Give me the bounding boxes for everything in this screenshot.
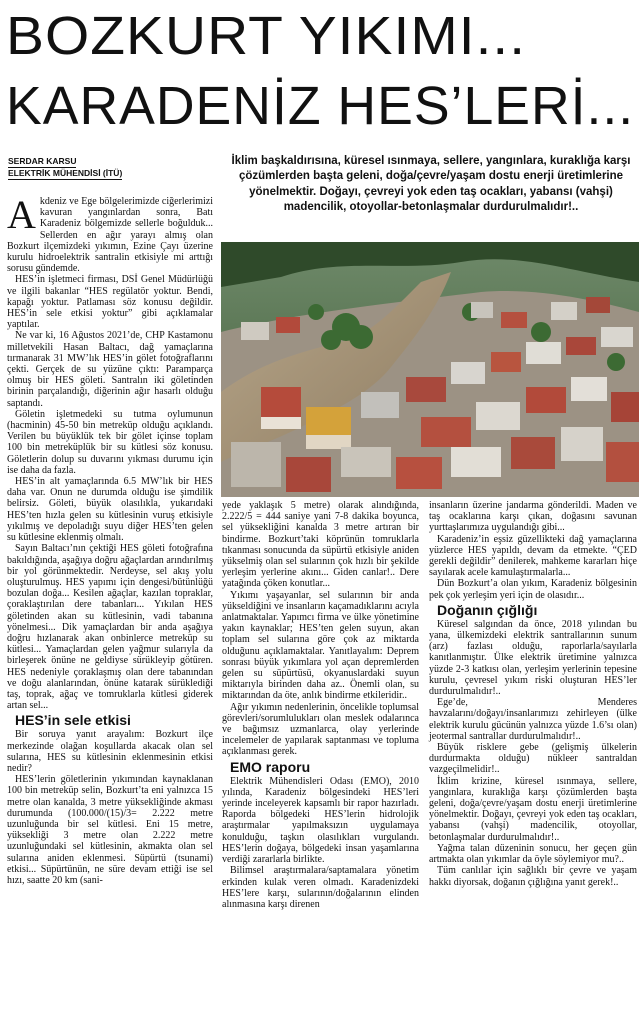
- subhead-hes-sele-etkisi: HES’in sele etkisi: [15, 712, 131, 729]
- paragraph: yede yaklaşık 5 metre) olarak alındığında, 2.222/5 = 444 saniye yani 7-8 dakika boyunca, sel yüksekliğini kanalda 3 metre artıran bir bindirme. Bozkurt’taki köprünün tomruklarla tıkanması sonucunda da süpürtü etkisiyle aniden yükselmiş olan sel sularının çok hızlı bir şekilde yerleşim yerlerine akını... Giden canlar!.. Dere yatağında çöken konutlar...: [222, 500, 419, 590]
- subhead-emo-raporu: EMO raporu: [230, 758, 311, 775]
- paragraph: insanların üzerine jandarma gönderildi. Maden ve taş ocaklarına karşı çıkan, doğasını savunan yurttaşlarımıza uygulandığı gibi...: [429, 500, 637, 534]
- article-column-3: [429, 500, 637, 888]
- paragraph: HES’in alt yamaçlarında 6.5 MW’lık bir HES daha var. Onun ne durumda olduğu ise şimdilik belirsiz. Göleti, büyük olasılıkla, yukarıdaki HES’ten hızla gelen su kütlesinin vuruş etkisiyle yıkılmış ve depoladığı suyu diğer HES’ten gelen su kütlesine eklenmiş olmalı.: [7, 476, 213, 544]
- lead-text: İklim başkaldırısına, küresel ısınmaya, sellere, yangınlara, kuraklığa karşı çözümlerden başta geleni, doğa/çevre/yaşam dostu enerji üretimlerine yönelmektir. Doğayı, çevreyi yok eden taş ocakları, yabansı (vahşi) madencilik, otoyollar-betonlaşmalar durdurulmalıdır!..: [231, 155, 631, 214]
- paragraph: Ağır yıkımın nedenlerinin, öncelikle toplumsal görevleri/sorumlulukları olan meslek odalarınca ve bağımsız uzmanlarca, olay yerlerinde incelemeler de yapılarak saptanması ve topluma açıklanması gerek.: [222, 701, 419, 758]
- paragraph: Elektrik Mühendisleri Odası (EMO), 2010 yılında, Karadeniz bölgesindeki HES’leri yerinde inceleyerek kapsamlı bir rapor hazırladı. Raporda bölgedeki HES’lerin hidrolojik araştırmalar yapılmaksızın uygulamaya konulduğu, taşkın olasılıkları vurgulandı. HES’lerin doğaya, bölgedeki insan yaşamlarına verdiği zararlarla birlikte.: [222, 775, 419, 866]
- paragraph: Ege’de, Menderes havzalarını/doğayı/insanlarımızı zehirleyen (ülke elektrik kurulu gücünün yalnızca yüzde 1.6’sı olan) jeotermal santrallar durdurulmalıdır!..: [429, 697, 637, 742]
- paragraph: Yağma talan düzeninin sonucu, her geçen gün artmakta olan yıkımlar da öyle söylemiyor mu?..: [429, 842, 637, 866]
- flood-aerial-photo: [221, 242, 639, 497]
- headline-line-1: BOZKURT YIKIMI...: [6, 6, 527, 66]
- byline: [8, 156, 122, 180]
- drop-cap: A: [7, 192, 36, 237]
- paragraph: İklim krizine, küresel ısınmaya, sellere, yangınlara, kuraklığa karşı çözümlerden başta geleni, doğa/çevre/yaşam dostu enerji üretimlerine yönelmektir. Doğayı, çevreyi yok eden taş ocakları, yabansı (vahşi) madencilik, otoyollar, betonlaşmalar durdurulmalıdır!..: [429, 775, 637, 843]
- paragraph-1: Akdeniz ve Ege bölgelerimizde ciğerlerimizi kavuran yangınlardan sonra, Batı Karadeniz bölgemizde sellerle boğulduk... Sellerden en ağır yarayı almış olan Bozkurt ilçemizdeki yıkımın, Ezine Çayı üzerine kurulu hidroelektrik santralin etkisiyle mi arttığı sorusu gündemde.: [7, 192, 213, 275]
- subhead-doganin-cigligi: Doğanın çığlığı: [437, 601, 538, 618]
- paragraph: Bir soruya yanıt arayalım: Bozkurt ilçe merkezinde olağan koşullarda akacak olan sel sularına, HES su kütlesinin eklenmesinin etkisi nedir?: [7, 729, 213, 774]
- author-name: SERDAR KARSU: [8, 156, 77, 166]
- paragraph: Göletin işletmedeki su tutma oylumunun (hacminin) 45-50 bin metreküp olduğu açıklandı. Verilen bu büyüklük tek bir gölet içinse toplam 100 bin metreküplük bir su kütlesi söz konusu. Göletlerin dolup su duvarını yıkması durumu için ise daha da fazla.: [7, 408, 213, 476]
- paragraph: HES’in işletmeci firması, DSİ Genel Müdürlüğü ve ilgili bakanlar “HES regülatör yoktur. Bendi, kapağı yoktur. Patlaması söz konusu değildir. HES’in sele etkisi yoktur” gibi açıklamalar yaptılar.: [7, 274, 213, 331]
- paragraph: Ne var ki, 16 Ağustos 2021’de, CHP Kastamonu milletvekili Hasan Baltacı, dağ yamaçlarına tırmanarak 31 MW’lık HES’in gölet fotoğraflarını çekti. Gerçek de su yüzüne çıktı: Paramparça olmuş bir HES göleti. Santralın iki göletinden birinin parçalandığı, diğerinin ağır hasarlı olduğu saptandı.: [7, 330, 213, 409]
- paragraph: Karadeniz’in eşsiz güzellikteki dağ yamaçlarına yüzlerce HES yapıldı, devam da etmekte. “ÇED gerekli değildir” denilerek, mahkeme kararları hiçe sayılarak acele kamulaştırmalarla...: [429, 533, 637, 579]
- paragraph: Küresel salgından da önce, 2018 yılından bu yana, ülkemizdeki elektrik santrallarının sunum (arz) fazlası olduğu, raporlarla/sayılarla kanıtlanmıştır. Ülke elektrik üretimine yalnızca yüzde 2-3 katkısı olan, yerleşim yerlerinin tepesine kurulu, çevresel yıkım riski oluşturan HES’ler durdurulmalıdır!..: [429, 618, 637, 698]
- headline-line-2: KARADENİZ HES’LERİ...: [6, 76, 635, 136]
- paragraph: Dün Bozkurt’a olan yıkım, Karadeniz bölgesinin pek çok yerleşim yeri için de olasıdır...: [429, 578, 637, 601]
- paragraph: Büyük risklere gebe (gelişmiş ülkelerin durdurmakta olduğu) nükleer santraldan vazgeçilmelidir!..: [429, 742, 637, 776]
- paragraph: Yıkımı yaşayanlar, sel sularının bir anda yükseldiğini ve insanların kaçamadıklarını acıyla anlatmaktalar. Yapımcı firma ve ülke yönetimine yakın kaynaklar; HES’ten gelen suyun, akan toplam sel sularına göre çok az miktarda olduğunu açıklamaktalar. Yanıtlayalım: Deprem sonrası büyük yıkımlara yol açan depremlerden gelen su süpürtüsü, okyanuslardaki suyun miktarıyla birinden daha az.. Önemli olan, su miktarından da öte, anlık bindirme etkileridir..: [222, 589, 419, 702]
- paragraph: HES’lerin göletlerinin yıkımından kaynaklanan 100 bin metreküp selin, Bozkurt’ta eni yalnızca 15 metre olan kanalda, 3 metre yüksekliğinde akması durumunda (100.000/(15)/3= 2.222 metre uzunluğunda bir sel kütlesi. Eni 15 metre, yüksekliği 3 metre olan 2.222 metre uzunluğundaki sel kütlesinin, akmakta olan sel sularına aniden eklenmesi. Süpürtü (tsunami) etkisi... Süpürtünün, ne süre devam ettiği ise sel hızı, saatte 20 km (sani-: [7, 774, 213, 886]
- article-column-2: [222, 500, 419, 910]
- author-title: ELEKTRİK MÜHENDİSİ (İTÜ): [8, 168, 123, 178]
- article-column-1: [7, 192, 213, 886]
- paragraph: Sayın Baltacı’nın çektiği HES göleti fotoğrafına bakıldığında, aşağıya doğru ağaçlardan arındırılmış bir yol görünmektedir. Nerdeyse, sel akış yolu oluşturulmuş. HES yapımı için dengesi/bütünlüğü bozulan doğa... Kesilen ağaçlar, kazılan topraklar, çoraklaştırılan dere tabanları... Yıkılan HES göletinden akan su kütlesinin, vadi tabanına yönelmesi... Dik yamaçlardan bir anda aşağıya doğru hızlanarak akan onbinlerce metreküp su kütlesi... Yamaçlardan gelen yağmur sularıyla da birleşerek önüne ne geldiyse sürükleyip götüren. HES nedeniyle çoraklaşmış olan dere tabanından ve doğu alanlarından, önüne katarak sürüklediği taş, toprak, ağaç ve tomruklarla kütlesi giderek artan sel...: [7, 543, 213, 712]
- paragraph: Tüm canlılar için sağlıklı bir çevre ve yaşam hakkı diyorsak, doğanın çığlığına yanıt gerek!..: [429, 865, 637, 888]
- paragraph: Bilimsel araştırmalara/saptamalara yönetim erkinden kulak veren olmadı. Karadenizdeki HES’lere karşı, sularının/doğalarının elinden alınmasına karşı direnen: [222, 865, 419, 910]
